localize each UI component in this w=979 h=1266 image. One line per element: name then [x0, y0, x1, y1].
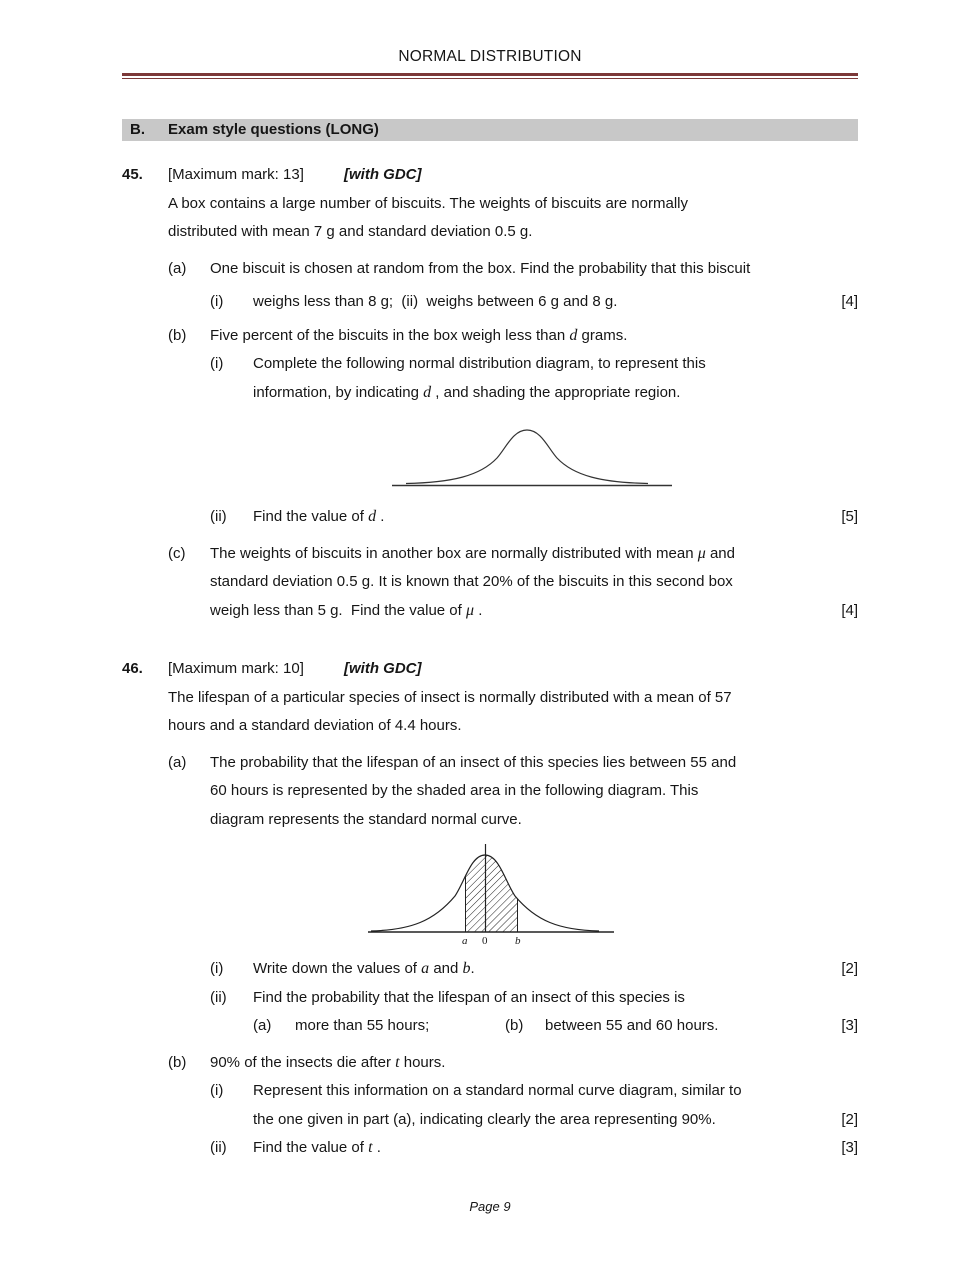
section-title: Exam style questions (LONG)	[168, 121, 379, 138]
intro-line: distributed with mean 7 g and standard deviation 0.5 g.	[168, 223, 533, 240]
gdc-note: [with GDC]	[344, 660, 422, 677]
sub-text: Represent this information on a standard normal curve diagram, similar to the one given in part (a), indicating clearly the area representing 90%.	[253, 1082, 742, 1128]
mark-badge: [4]	[841, 293, 858, 310]
sub-text: Find the probability that the lifespan of an insect of this species is	[253, 988, 685, 1006]
math-var-d: d	[569, 326, 578, 344]
sub-row	[210, 1077, 858, 1134]
math-var-a: a	[421, 960, 430, 977]
math-var-t: t	[395, 1053, 400, 1071]
option-label: (b)	[505, 1017, 524, 1034]
sub-row	[253, 1012, 858, 1041]
sub-text: Write down the values of a and b.	[253, 960, 475, 977]
sub-row	[210, 1134, 858, 1163]
bell-curve-svg	[392, 421, 672, 491]
question-46-header	[122, 655, 858, 684]
math-var-d: d	[423, 383, 432, 401]
q46-part-a-sub-ii	[210, 984, 858, 1013]
q46-part-b-sub-i	[210, 1077, 858, 1134]
section-label: B.	[130, 121, 145, 138]
sub-text: Find the value of d .	[253, 508, 385, 525]
q46-part-a-sub-ii-options	[253, 1012, 858, 1041]
question-45-intro	[168, 190, 858, 247]
part-text: 90% of the insects die after t hours.	[210, 1053, 446, 1071]
gdc-note: [with GDC]	[344, 166, 422, 183]
question-number: 46.	[122, 660, 143, 677]
sub-text: Complete the following normal distribution diagram, to represent this information, by indicating d , and shading the appropriate region.	[253, 355, 706, 401]
q45-part-c-line3	[210, 597, 858, 626]
sub-row	[210, 503, 858, 532]
q46-part-a-sub-i	[210, 955, 858, 984]
max-mark: [Maximum mark: 13]	[168, 166, 304, 183]
standard-normal-curve-diagram-46	[366, 842, 858, 950]
question-number: 45.	[122, 166, 143, 183]
question-46-intro	[168, 684, 858, 741]
sub-label: (ii)	[210, 1139, 227, 1156]
q45-part-a	[168, 255, 858, 284]
math-var-d: d	[368, 508, 377, 525]
max-mark: [Maximum mark: 10]	[168, 660, 304, 677]
q45-part-b	[168, 322, 858, 351]
part-label: (a)	[168, 753, 187, 771]
q45-part-b-sub-i	[210, 350, 858, 407]
question-45-header	[122, 161, 858, 190]
normal-curve-diagram-45	[392, 421, 858, 495]
part-text: The probability that the lifespan of an insect of this species lies between 55 and 60 hours is represented by the shaded area in the following diagram. This diagram represents the standard normal curve.	[210, 753, 737, 828]
q46-part-b	[168, 1049, 858, 1078]
intro-line: The lifespan of a particular species of insect is normally distributed with a mean of 57	[168, 688, 732, 706]
q45-part-c-line2: standard deviation 0.5 g. It is known that 20% of the biscuits in this second box	[210, 573, 733, 590]
question-45	[122, 161, 858, 625]
sub-label: (i)	[210, 960, 224, 977]
q46-part-a	[168, 749, 858, 835]
mark-badge: [4]	[841, 601, 858, 619]
title-rule	[122, 73, 858, 79]
sub-text: weighs less than 8 g; (ii) weighs between 6 g and 8 g.	[253, 293, 618, 310]
page-title: NORMAL DISTRIBUTION	[398, 48, 582, 65]
option-text: more than 55 hours;	[295, 1017, 430, 1034]
part-label: (b)	[168, 1053, 187, 1071]
sub-label: (i)	[210, 355, 224, 372]
mark-badge: [2]	[841, 960, 858, 977]
question-46	[122, 655, 858, 1163]
mark-badge: [3]	[841, 1139, 858, 1156]
part-text: Five percent of the biscuits in the box weigh less than d grams.	[210, 326, 628, 344]
math-var-mu: μ	[697, 544, 706, 562]
sub-row	[210, 955, 858, 984]
sub-text: Find the value of t .	[253, 1139, 381, 1156]
q46-part-b-sub-ii	[210, 1134, 858, 1163]
mark-badge: [2]	[841, 1110, 858, 1128]
part-text: The weights of biscuits in another box are normally distributed with mean μ and	[210, 544, 735, 562]
option-label: (a)	[253, 1017, 272, 1034]
part-text: weigh less than 5 g. Find the value of μ .	[210, 601, 483, 619]
mark-badge: [5]	[841, 508, 858, 525]
option-text: between 55 and 60 hours.	[545, 1017, 719, 1034]
axis-label-b: b	[515, 935, 521, 946]
part-label: (b)	[168, 326, 187, 344]
sub-label: (ii)	[210, 508, 227, 525]
part-label: (a)	[168, 259, 187, 277]
q45-part-b-sub-ii	[210, 503, 858, 532]
math-var-b: b	[462, 960, 471, 977]
section-header	[122, 119, 858, 141]
math-var-t: t	[368, 1139, 373, 1156]
axis-label-a: a	[462, 935, 468, 946]
sub-label: (ii)	[210, 988, 227, 1006]
q45-part-a-sub	[210, 288, 858, 317]
bell-curve	[406, 430, 648, 484]
intro-line: hours and a standard deviation of 4.4 hours.	[168, 717, 462, 734]
bell-curve-shaded-svg	[366, 842, 616, 946]
mark-badge: [3]	[841, 1017, 858, 1034]
intro-line: A box contains a large number of biscuits. The weights of biscuits are normally	[168, 194, 688, 212]
part-text: One biscuit is chosen at random from the box. Find the probability that this biscuit	[210, 259, 751, 277]
q45-part-c	[168, 540, 858, 569]
axis-label-0: 0	[482, 935, 488, 946]
math-var-mu: μ	[466, 601, 475, 619]
part-label: (c)	[168, 544, 186, 562]
page-footer: Page 9	[469, 1199, 511, 1214]
sub-label: (i)	[210, 1082, 224, 1099]
sub-label: (i)	[210, 293, 224, 310]
sub-row	[210, 288, 858, 317]
